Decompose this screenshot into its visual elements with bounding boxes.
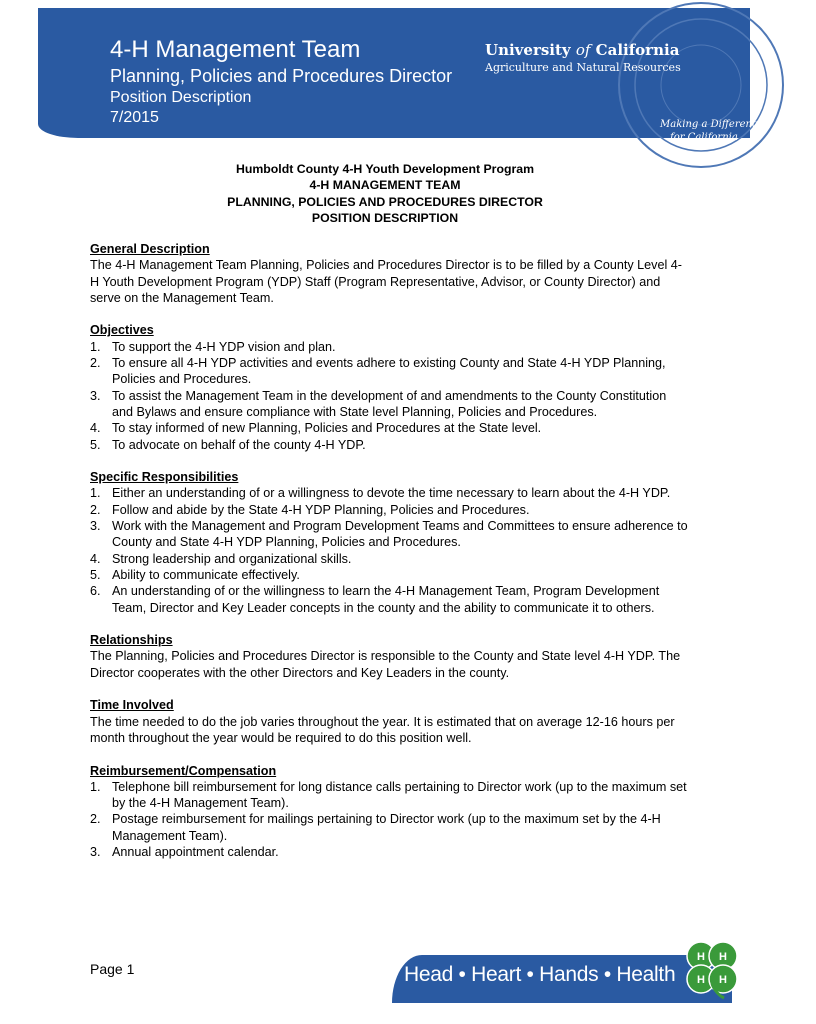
header-title: 4-H Management Team [110,36,361,63]
heading-line-4: POSITION DESCRIPTION [311,210,459,225]
heading-line-2: 4-H MANAGEMENT TEAM [309,178,461,193]
section-heading: Objectives [90,323,154,338]
section-relationships [90,632,690,681]
section-text: The 4-H Management Team Planning, Policies and Procedures Director is to be filled by a County Level 4-H Youth Development Program (YDP) Staff (Program Representative, Advisor, or County Director) and serve on the Management Team. [90,258,682,305]
section-specific-responsibilities [90,469,690,616]
header-banner [38,8,764,143]
section-time-involved [90,697,690,746]
tagline-line1: Making a Difference [660,119,764,130]
section-heading: Specific Responsibilities [90,470,239,485]
tagline-line2: for California [670,132,738,143]
list-item: 1. Either an understanding of or a willingness to devote the time necessary to learn about the 4-H YDP. [90,486,671,501]
document-body [90,241,690,877]
list-item: 4. Strong leadership and organizational skills. [90,551,352,566]
section-heading: General Description [90,242,210,256]
clover-letter: H [719,951,727,963]
list-item: 2. To ensure all 4-H YDP activities and events adhere to existing County and State 4-H YDP Planning, Policies and Procedures. [90,356,666,387]
four-h-clover-icon [680,938,744,1002]
section-general-description [90,241,690,306]
section-text: The Planning, Policies and Procedures Director is responsible to the County and State level 4-H YDP. The Director cooperates with the other Directors and Key Leaders in the county. [90,649,681,680]
uc-seal-icon [586,0,816,170]
section-text: The time needed to do the job varies throughout the year. It is estimated that on average 12-16 hours per month throughout the year would be required to do this position well. [90,714,675,745]
list-item: 5. To advocate on behalf of the county 4-H YDP. [90,437,366,452]
list-item: 5. Ability to communicate effectively. [90,567,300,582]
header-subtitle: Planning, Policies and Procedures Director [110,66,453,86]
list-item: 2. Follow and abide by the State 4-H YDP Planning, Policies and Procedures. [90,502,530,517]
section-heading: Time Involved [90,698,174,713]
university-name: University of California [485,41,680,59]
list-item: 1. Telephone bill reimbursement for long distance calls pertaining to Director work (up to the maximum set by the 4-H Management Team). [90,779,687,811]
clover-letter: H [697,974,705,986]
heading-line-3: PLANNING, POLICIES AND PROCEDURES DIRECTOR [227,194,543,209]
list-item: 1. To support the 4-H YDP vision and plan. [90,339,336,354]
reimbursement-list [90,779,690,860]
clover-letter: H [719,974,727,986]
section-heading: Reimbursement/Compensation [90,763,277,778]
list-item: 6. An understanding of or the willingness to learn the 4-H Management Team, Program Development Team, Director and Key Leader concepts in the county and the ability to communicate it to others. [90,584,660,615]
section-objectives [90,322,690,452]
heading-line-1: Humboldt County 4-H Youth Development Program [235,162,535,176]
list-item: 3. Work with the Management and Program Development Teams and Committees to ensure adherence to County and State 4-H YDP Planning, Policies and Procedures. [90,519,688,550]
section-heading: Relationships [90,633,173,648]
header-date: 7/2015 [110,109,159,126]
list-item: 2. Postage reimbursement for mailings pertaining to Director work (up to the maximum set by the 4-H Management Team). [90,812,661,843]
objectives-list [90,339,690,453]
clover-letter: H [697,951,705,963]
responsibilities-list [90,485,690,615]
page-number: Page 1 [90,961,135,977]
list-item: 3. To assist the Management Team in the development of and amendments to the County Constitution and Bylaws and ensure compliance with State level Planning, Policies and Procedures. [90,388,667,419]
footer-slogan: Head • Heart • Hands • Health [404,963,676,986]
document-heading [90,161,680,226]
division-name: Agriculture and Natural Resources [485,61,681,74]
section-reimbursement [90,763,690,861]
list-item: 4. To stay informed of new Planning, Policies and Procedures at the State level. [90,421,542,436]
header-doc-type: Position Description [110,89,252,106]
list-item: 3. Annual appointment calendar. [90,844,279,859]
